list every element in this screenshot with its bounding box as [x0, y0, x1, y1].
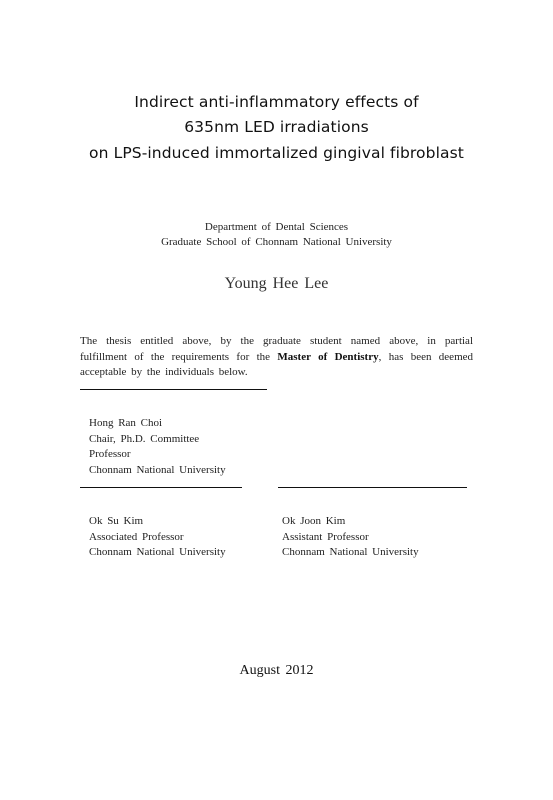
author-name: Young Hee Lee: [224, 275, 329, 292]
thesis-title-line-1: Indirect anti-inflammatory effects of: [134, 93, 419, 111]
statement-text-before: The thesis entitled above, by the graduate student named above, in partial fulfillment of the requirements for the: [80, 335, 473, 363]
member2-signature-block: [282, 514, 419, 561]
member1-signature-line: [80, 487, 242, 488]
department-name: Department of Dental Sciences: [204, 221, 349, 233]
thesis-title-line-2: 635nm LED irradiations: [184, 118, 369, 136]
chair-signature-block: [89, 416, 226, 478]
submission-date: August 2012: [239, 663, 314, 678]
member1-institution: Chonnam National University: [89, 546, 226, 558]
graduate-school-name: Graduate School of Chonnam National University: [161, 236, 392, 248]
member2-signature-line: [278, 487, 467, 488]
member2-name: Ok Joon Kim: [282, 515, 346, 527]
chair-title: Professor: [89, 448, 131, 460]
chair-signature-line: [80, 389, 267, 390]
degree-name: Master of Dentistry: [277, 350, 379, 363]
chair-name: Hong Ran Choi: [89, 417, 163, 429]
chair-institution: Chonnam National University: [89, 463, 226, 476]
member1-name: Ok Su Kim: [89, 515, 144, 527]
member1-title: Associated Professor: [89, 530, 184, 543]
statement-text-after: , has been deemed acceptable by the individuals below.: [80, 350, 474, 378]
member2-title: Assistant Professor: [282, 530, 369, 543]
thesis-title-line-3: on LPS-induced immortalized gingival fibroblast: [89, 144, 464, 162]
approval-statement: [80, 334, 473, 381]
member1-signature-block: [89, 514, 226, 561]
chair-role: Chair, Ph.D. Committee: [89, 432, 200, 445]
member2-institution: Chonnam National University: [282, 546, 419, 558]
